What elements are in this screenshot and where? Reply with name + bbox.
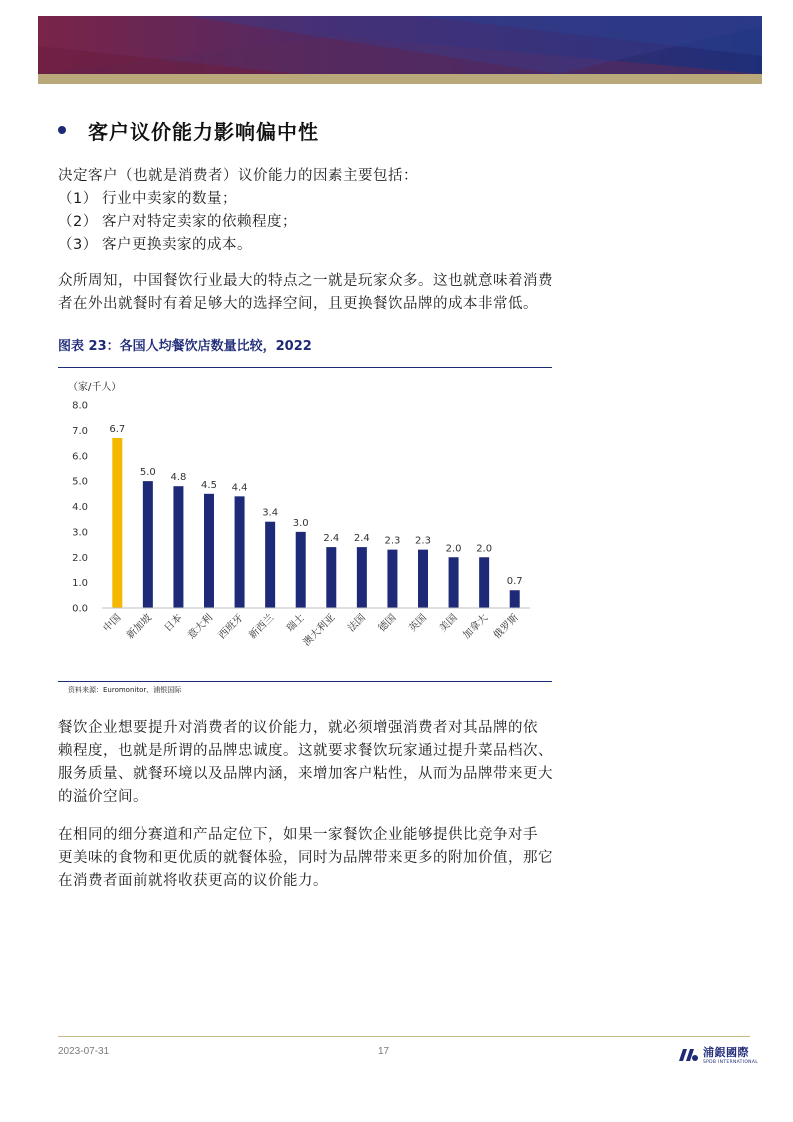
list-item xyxy=(58,211,578,234)
paragraph-line: 赖程度，也就是所谓的品牌忠诚度。这就要求餐饮玩家通过提升菜品档次、 xyxy=(58,743,553,759)
value-label: 2.3 xyxy=(415,535,431,547)
y-tick-label: 7.0 xyxy=(72,425,88,437)
category-label: 新加坡 xyxy=(124,612,154,642)
figure-top-rule xyxy=(58,367,552,368)
logo-mark-icon xyxy=(677,1047,699,1063)
loyalty-paragraph xyxy=(58,717,578,809)
bar xyxy=(112,438,122,608)
value-label: 4.8 xyxy=(170,472,187,484)
value-label: 2.4 xyxy=(323,533,340,545)
bar xyxy=(387,550,397,608)
category-label: 新西兰 xyxy=(247,612,277,642)
paragraph-line: 服务质量、就餐环境以及品牌内涵，来增加客户粘性，从而为品牌带来更大 xyxy=(58,766,553,782)
footer-date: 2023-07-31 xyxy=(58,1046,110,1057)
list-number: （3） xyxy=(58,237,98,253)
y-tick-label: 0.0 xyxy=(72,603,88,615)
section-heading xyxy=(58,116,319,144)
value-label: 2.0 xyxy=(476,543,493,555)
figure-title: 图表 23：各国人均餐饮店数量比较，2022 xyxy=(58,339,312,354)
y-tick-label: 5.0 xyxy=(72,476,88,488)
category-label: 英国 xyxy=(407,612,430,635)
y-tick-label: 6.0 xyxy=(72,451,88,463)
bar xyxy=(204,494,214,608)
y-tick-label: 1.0 xyxy=(72,578,88,590)
company-logo xyxy=(677,1044,758,1065)
paragraph-intro: 决定客户（也就是消费者）议价能力的因素主要包括： xyxy=(58,168,418,184)
list-item xyxy=(58,234,578,257)
value-label: 2.4 xyxy=(353,533,370,545)
category-label: 日本 xyxy=(162,612,185,635)
bar xyxy=(357,547,367,608)
paragraph-line: 在消费者面前就将收获更高的议价能力。 xyxy=(58,873,328,889)
list-item xyxy=(58,188,578,211)
list-text: 客户对特定卖家的依赖程度； xyxy=(102,214,297,230)
bar xyxy=(265,522,275,608)
bar xyxy=(326,547,336,608)
section-title: 客户议价能力影响偏中性 xyxy=(88,119,319,144)
paragraph-line: 在相同的细分赛道和产品定位下，如果一家餐饮企业能够提供比竞争对手 xyxy=(58,827,538,843)
chart-svg xyxy=(58,372,552,677)
y-tick-label: 4.0 xyxy=(72,502,88,513)
value-label: 4.5 xyxy=(201,479,217,491)
bar xyxy=(418,550,428,608)
value-label: 2.0 xyxy=(445,543,462,555)
factors-paragraph xyxy=(58,165,578,257)
value-label: 4.4 xyxy=(231,482,248,494)
category-label: 俄罗斯 xyxy=(491,612,521,642)
value-label: 2.3 xyxy=(384,535,401,547)
list-number: （1） xyxy=(58,191,98,207)
category-label: 意大利 xyxy=(186,612,216,642)
category-label: 美国 xyxy=(437,612,460,635)
list-number: （2） xyxy=(58,214,98,230)
bar xyxy=(449,557,459,608)
bullet-icon xyxy=(58,126,66,134)
y-tick-label: 3.0 xyxy=(72,527,88,539)
competition-paragraph xyxy=(58,824,578,893)
paragraph-line: 者在外出就餐时有着足够大的选择空间，且更换餐饮品牌的成本非常低。 xyxy=(58,296,538,312)
category-label: 德国 xyxy=(376,612,399,635)
header-banner xyxy=(38,16,762,84)
y-tick-label: 2.0 xyxy=(72,552,88,564)
value-label: 6.7 xyxy=(109,423,126,435)
bar xyxy=(235,496,245,608)
bar xyxy=(510,590,520,608)
bar xyxy=(479,557,489,608)
logo-chinese-name: 浦銀國際 xyxy=(703,1046,749,1059)
paragraph-line: 众所周知，中国餐饮行业最大的特点之一就是玩家众多。这也就意味着消费 xyxy=(58,273,553,289)
paragraph-line: 更美味的食物和更优质的就餐体验，同时为品牌带来更多的附加价值，那它 xyxy=(58,850,553,866)
category-label: 瑞士 xyxy=(284,612,307,635)
value-label: 3.0 xyxy=(292,517,309,529)
category-label: 加拿大 xyxy=(461,612,491,642)
bar xyxy=(173,486,183,608)
bar xyxy=(296,532,306,608)
category-label: 澳大利亚 xyxy=(301,612,338,649)
value-label: 5.0 xyxy=(139,467,156,479)
logo-english-name: SPDB INTERNATIONAL xyxy=(703,1060,759,1065)
footer-rule xyxy=(58,1036,750,1037)
figure-source: 资料来源：Euromonitor、浦银国际 xyxy=(68,686,182,694)
value-label: 3.4 xyxy=(262,507,279,519)
paragraph-line: 的溢价空间。 xyxy=(58,789,148,805)
figure-bottom-rule xyxy=(58,681,552,682)
y-axis-unit: （家/千人） xyxy=(68,382,122,393)
list-text: 行业中卖家的数量； xyxy=(102,191,237,207)
y-tick-label: 8.0 xyxy=(72,400,88,412)
category-label: 法国 xyxy=(346,612,368,635)
paragraph-line: 餐饮企业想要提升对消费者的议价能力，就必须增强消费者对其品牌的依 xyxy=(58,720,538,736)
bar-chart xyxy=(58,372,552,681)
category-label: 中国 xyxy=(101,612,124,635)
list-text: 客户更换卖家的成本。 xyxy=(102,237,252,253)
page-number: 17 xyxy=(378,1046,390,1057)
value-label: 0.7 xyxy=(506,576,523,588)
category-label: 西班牙 xyxy=(216,612,246,642)
bar xyxy=(143,481,153,608)
market-paragraph xyxy=(58,270,578,316)
